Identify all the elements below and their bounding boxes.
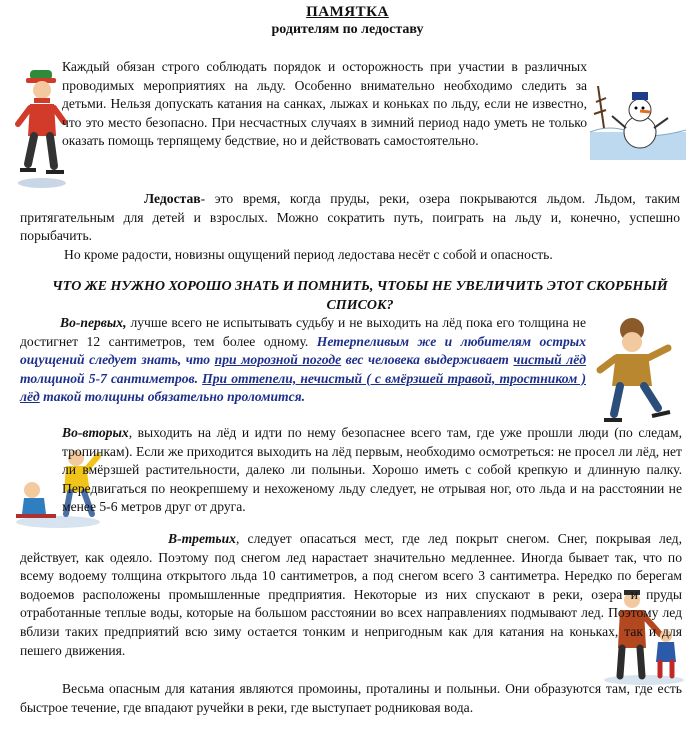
definition-paragraph-2: Но кроме радости, новизны ощущений период ледостава несёт с собой и опасность. [64,247,553,262]
page-subtitle: родителям по ледоставу [271,22,424,37]
second-paragraph: Во-вторых, выходить на лёд и идти по нему безопаснее всего там, где уже прошли люди (по следам, тропинкам). Если же приходится выходить на лёд первым, необходимо осмотреться: не просел ли лёд, нет ли вмёрзшей растительности, далеко ли полыньи. Хорошо иметь с собой крепкую и длинную палку. Передвигаться по неокрепшему и нехоженому льду следует, не отрывая ног, ото льда и на расстоянии не менее 5-6 метров друг от друга. [62,425,682,515]
first-paragraph: Во-первых, лучше всего не испытывать судьбу и не выходить на лёд пока его толщина не достигнет 12 сантиметров, тем более одному. Нетерпеливым же и любителям острых ощущений следует знать, что при морозной погоде вес человека выдерживает чистый лёд толщиной 5-7 сантиметров. При оттепели, нечистый ( с вмёрзшей травой, тростником ) лёд такой толщины обязательно проломится. [20,315,587,405]
skater-child-icon [592,316,678,428]
snowman-pond-icon [590,80,686,160]
last-paragraph: Весьма опасным для катания являются промоины, проталины и полыньи. Они образуются там, где есть быстрое течение, где впадают ручейки в реки, где выступает родниковая вода. [20,681,682,715]
definition-paragraph: Ледостав- это время, когда пруды, реки, озера покрываются льдом. Льдом, таким притягательным для детей и взрослых. Можно сократить путь, поиграть на льду и, конечно, успешно порыбачить. [20,191,680,244]
definition-term: Ледостав [144,191,201,206]
page-title: ПАМЯТКА [306,4,389,20]
third-paragraph: В-третьих, следует опасаться мест, где лед покрыт снегом. Снег, покрывая лед, действует, как одеяло. Поэтому под снегом лед нарастает значительно медленнее. Иногда бывает так, что по всему водоему толщина открытого льда 10 сантиметров, а под снегом всего 3 сантиметра. Нередко по берегам водоемов расположены промышленные предприятия. Некоторые из них спускают в реки, озера и пруды отработанные теплые воды, которые на большом расстоянии во всех направлениях подмывают лед. Поэтому лед вблизи таких предприятий всю зиму остается тонким и непригодным как для катания на коньках, так и для пешего движения. [20,531,682,658]
section-heading: ЧТО ЖЕ НУЖНО ХОРОШО ЗНАТЬ И ПОМНИТЬ, ЧТОБЫ НЕ УВЕЛИЧИТЬ ЭТОТ СКОРБНЫЙ СПИСОК? [52,279,668,313]
intro-paragraph: Каждый обязан строго соблюдать порядок и осторожность при участии в различных проводимых мероприятиях на льду. Особенно внимательно необходимо следить за детьми. Нельзя допускать катания на санках, лыжах и коньках по льду, если не известно, что это место безопасно. При несчастных случаях в зимний период надо уметь не только оказать помощь терпящему бедствие, но и действовать самостоятельно. [62,59,587,149]
